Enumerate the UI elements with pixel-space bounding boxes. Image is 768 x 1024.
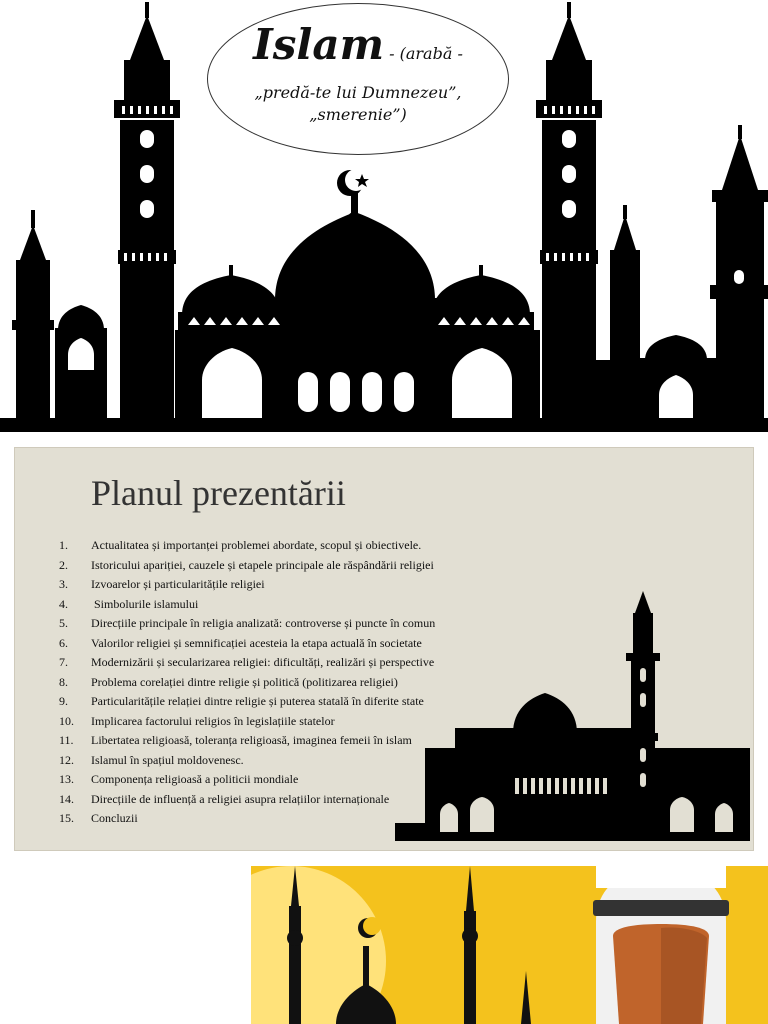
sunset-mosque-illustration: [251, 866, 768, 1024]
plan-list: [59, 536, 435, 829]
list-item: 9. Particularitățile relației dintre religie și puterea statală în diferite state: [59, 694, 424, 708]
illustration-slide: [251, 866, 768, 1024]
list-item: 2. Istoricului apariției, cauzele și etapele principale ale răspândării religiei: [59, 557, 434, 572]
cover-title: [207, 22, 509, 68]
title-meaning-line-1: „predă-te lui Dumnezeu”,: [254, 83, 462, 102]
list-item: 6. Valorilor religiei și semnificației acesteia la etapa actuală în societate: [59, 635, 422, 650]
list-item: 11. Libertatea religioasă, toleranța religioasă, imaginea femeii în islam: [59, 733, 412, 747]
title-note: - (arabă -: [384, 44, 463, 63]
list-item: 10. Implicarea factorului religios în legislațiile statelor: [59, 713, 335, 728]
list-item: 4. Simbolurile islamului: [59, 596, 199, 611]
list-item: 3. Izvoarelor și particularitățile religiei: [59, 577, 265, 591]
list-item: 7. Modernizării și secularizarea religiei: dificultăți, realizări și perspective: [59, 655, 435, 669]
arab-man-figure-icon: [593, 866, 729, 1024]
list-item: 14. Direcțiile de influență a religiei asupra relațiilor internaționale: [59, 791, 390, 806]
title-meaning: [207, 82, 509, 126]
list-item: 1. Actualitatea și importanței problemei abordate, scopul și obiectivele.: [59, 538, 422, 552]
plan-heading: Planul prezentării: [91, 473, 346, 513]
list-item: 8. Problema corelației dintre religie și politică (politizarea religiei): [59, 674, 398, 689]
list-item: 5. Direcțiile principale în religia analizată: controverse și puncte în comun: [59, 616, 436, 630]
plan-slide: [14, 447, 754, 851]
list-item: 13. Componența religioasă a politicii mondiale: [59, 772, 299, 786]
list-item: 12. Islamul în spațiul moldovenesc.: [59, 752, 244, 767]
list-item: 15. Concluzii: [59, 811, 138, 825]
crescent-moon-icon: [337, 169, 369, 196]
title-meaning-line-2: „smerenie”): [309, 105, 407, 124]
cover-slide: [0, 0, 768, 432]
title-word: Islam: [253, 20, 385, 69]
